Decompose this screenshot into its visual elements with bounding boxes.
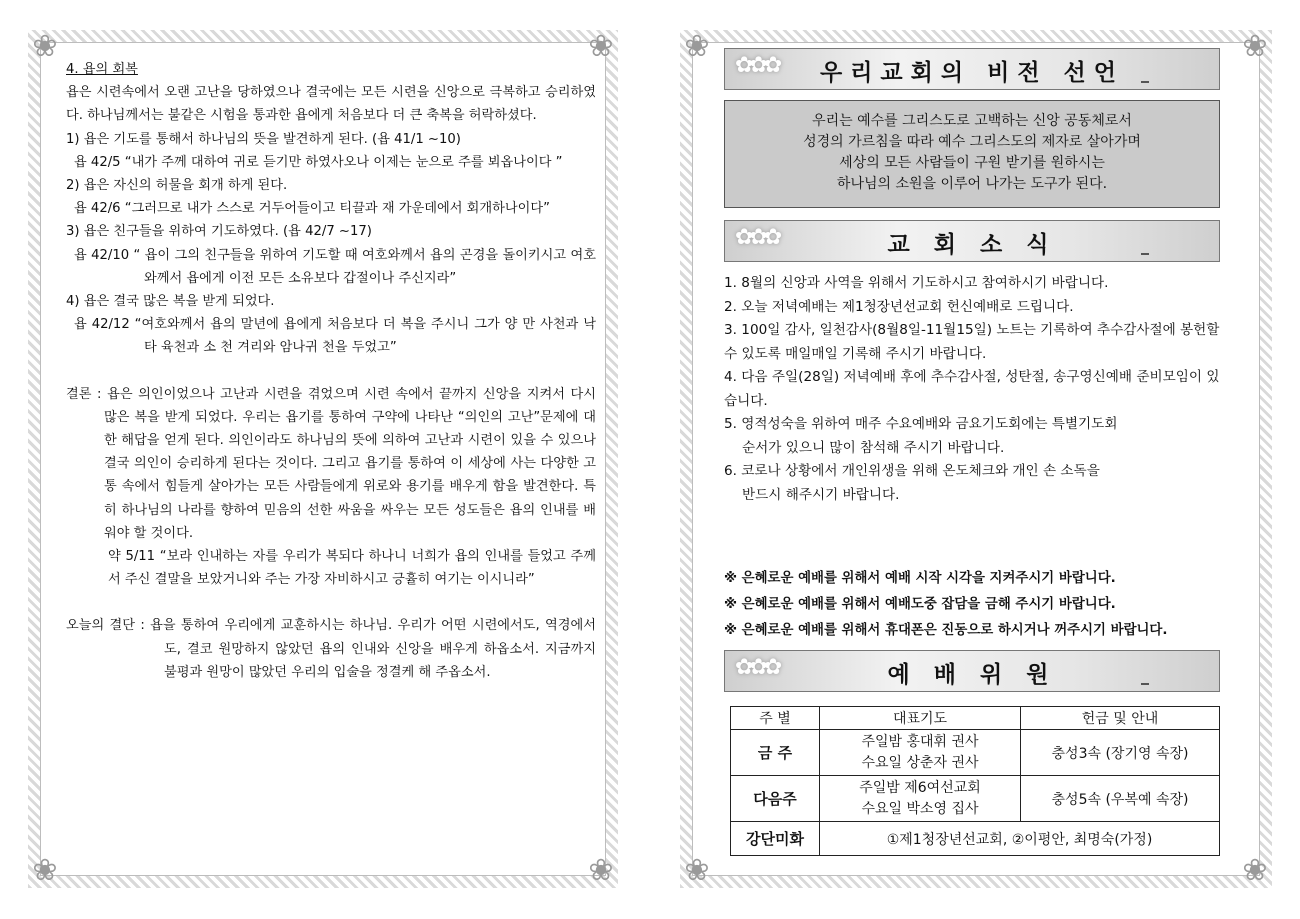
flower-icon: ❀: [1242, 29, 1268, 64]
header-prayer: 대표기도: [820, 707, 1021, 730]
worship-notices: [724, 566, 1224, 644]
table-row: [731, 822, 1220, 856]
point-3-verse: 욥 42/10 “ 욥이 그의 친구들을 위하여 기도할 때 여호와께서 욥의 곤경을 돌이키시고 여호와께서 욥에게 이전 모든 소유보다 갑절이나 주신지라”: [74, 247, 596, 286]
point-1: 1) 욥은 기도를 통해서 하나님의 뜻을 발견하게 된다. (욥 41/1 ~10): [66, 131, 461, 147]
news-title: 교 회 소 식: [887, 232, 1057, 258]
church-news: [724, 272, 1224, 507]
point-2: 2) 욥은 자신의 허물을 회개 하게 된다.: [66, 178, 288, 194]
vision-statement: [724, 100, 1220, 208]
altar-flowers-cell: ①제1청장년선교회, ②이평안, 최명숙(가정): [820, 822, 1220, 856]
news-banner: [724, 220, 1220, 262]
notice-item: ※ 은혜로운 예배를 위해서 예배 시작 시각을 지켜주시기 바랍니다.: [724, 571, 1116, 586]
week-cell: 다음주: [731, 776, 820, 822]
daisy-icon: ✿✿✿: [735, 655, 779, 680]
table-header-row: [731, 707, 1220, 730]
conclusion-verse: 약 5/11 “보라 인내하는 자를 우리가 복되다 하나니 너희가 욥의 인내를 들었고 주께서 주신 결말을 보았거니와 주는 가장 자비하시고 긍휼히 여기는 이시니라”: [108, 549, 596, 588]
news-item: 6. 코로나 상황에서 개인위생을 위해 온도체크와 개인 손 소독을: [724, 463, 1100, 479]
news-item: 2. 오늘 저녁예배는 제1청장년선교회 헌신예배로 드립니다.: [724, 298, 1074, 315]
notice-item: ※ 은혜로운 예배를 위해서 휴대폰은 진동으로 하시거나 꺼주시기 바랍니다.: [724, 623, 1168, 638]
header-week: 주 별: [731, 707, 820, 730]
offering-cell: 충성3속 (장기영 속장): [1021, 730, 1220, 776]
intro-paragraph: 욥은 시련속에서 오랜 고난을 당하였으나 결국에는 모든 시련을 신앙으로 극복하고 승리하였다. 하나님께서는 불같은 시험을 통과한 욥에게 처음보다 더 큰 축복을 허락하셨다.: [66, 85, 596, 124]
header-offering: 헌금 및 안내: [1021, 707, 1220, 730]
prayer-cell: 주일밤 홍대휘 권사 수요일 상춘자 권사: [820, 730, 1021, 776]
week-cell: 강단미화: [731, 822, 820, 856]
conclusion: 결론 : 욥은 의인이었으나 고난과 시련을 겪었으며 시련 속에서 끝까지 신앙을 지켜서 다시 많은 복을 받게 되었다. 우리는 욥기를 통하여 구약에 나타난 “의인의 고난”문제에 대한 해답을 얻게 된다. 의인이라도 하나님의 뜻에 의하여 고난과 시련이 있을 수 있으나 결국 의인이 승리하게 된다는 것이다. 그리고 욥기를 통하여 이 세상에 사는 다양한 고통 속에서 힘들게 살아가는 모든 사람들에게 위로와 용기를 배우게 함을 발견한다. 특히 하나님의 나라를 향하여 믿음의 선한 싸움을 싸우는 모든 성도들은 욥의 인내를 배워야 할 것이다.: [66, 386, 596, 541]
week-cell: 금 주: [731, 730, 820, 776]
prayer-cell: 주일밤 제6여선교회 수요일 박소영 집사: [820, 776, 1021, 822]
right-page: [680, 30, 1272, 888]
vision-title: 우리교회의 비전 선언: [820, 60, 1124, 86]
news-item: 반드시 해주시기 바랍니다.: [742, 486, 900, 503]
table-row: [731, 776, 1220, 822]
section-heading: 4. 욥의 회복: [66, 62, 138, 77]
news-item: 순서가 있으니 많이 참석해 주시기 바랍니다.: [742, 439, 1005, 456]
notice-item: ※ 은혜로운 예배를 위해서 예배도중 잡담을 금해 주시기 바랍니다.: [724, 597, 1116, 612]
sermon-text: [66, 58, 596, 684]
point-4: 4) 욥은 결국 많은 복을 받게 되었다.: [66, 294, 275, 310]
news-item: 1. 8월의 신앙과 사역을 위해서 기도하시고 참여하시기 바랍니다.: [724, 275, 1109, 291]
todays-decision: 오늘의 결단 : 욥을 통하여 우리에게 교훈하시는 하나님. 우리가 어떤 시련에서도, 역경에서도, 결코 원망하지 않았던 욥의 인내와 신앙을 배우게 하옵소서. 지금까지 불평과 원망이 많았던 우리의 입술을 정결케 해 주옵소서.: [66, 618, 596, 680]
news-item: 3. 100일 감사, 일천감사(8월8일-11월15일) 노트는 기록하여 추수감사절에 봉헌할 수 있도록 매일매일 기록해 주시기 바랍니다.: [724, 322, 1220, 362]
news-item: 5. 영적성숙을 위하여 매주 수요예배와 금요기도회에는 특별기도회: [724, 416, 1118, 432]
daisy-icon: ✿✿✿: [735, 225, 779, 250]
worship-committee-table: [730, 706, 1220, 856]
point-3: 3) 욥은 친구들을 위하여 기도하였다. (욥 42/7 ~17): [66, 224, 372, 240]
point-4-verse: 욥 42/12 “여호와께서 욥의 말년에 욥에게 처음보다 더 복을 주시니 그가 양 만 사천과 낙타 육천과 소 천 겨리와 암나귀 천을 두었고”: [74, 317, 596, 356]
flower-icon: ❀: [588, 29, 614, 64]
point-2-verse: 욥 42/6 “그러므로 내가 스스로 거두어들이고 티끌과 재 가운데에서 회개하나이다”: [74, 201, 550, 217]
vision-line: 우리는 예수를 그리스도로 고백하는 신앙 공동체로서: [812, 113, 1132, 129]
flower-icon: ❀: [588, 853, 614, 888]
vision-line: 하나님의 소원을 이루어 나가는 도구가 된다.: [836, 176, 1108, 192]
news-item: 4. 다음 주일(28일) 저녁예배 후에 추수감사절, 성탄절, 송구영신예배 준비모임이 있습니다.: [724, 369, 1220, 409]
flower-icon: ❀: [32, 29, 58, 64]
flower-icon: ❀: [1242, 853, 1268, 888]
worship-committee-banner: [724, 650, 1220, 692]
worship-title: 예 배 위 원: [887, 662, 1057, 688]
flower-icon: ❀: [684, 853, 710, 888]
flower-icon: ❀: [684, 29, 710, 64]
daisy-icon: ✿✿✿: [735, 53, 779, 78]
table-row: [731, 730, 1220, 776]
left-page: [28, 30, 618, 888]
vision-line: 세상의 모든 사람들이 구원 받기를 원하시는: [839, 155, 1105, 171]
offering-cell: 충성5속 (우복예 속장): [1021, 776, 1220, 822]
point-1-verse: 욥 42/5 “내가 주께 대하여 귀로 듣기만 하였사오나 이제는 눈으로 주를 뵈옵나이다 ”: [74, 154, 563, 170]
flower-icon: ❀: [32, 853, 58, 888]
vision-line: 성경의 가르침을 따라 예수 그리스도의 제자로 살아가며: [803, 134, 1141, 150]
vision-banner: [724, 48, 1220, 90]
